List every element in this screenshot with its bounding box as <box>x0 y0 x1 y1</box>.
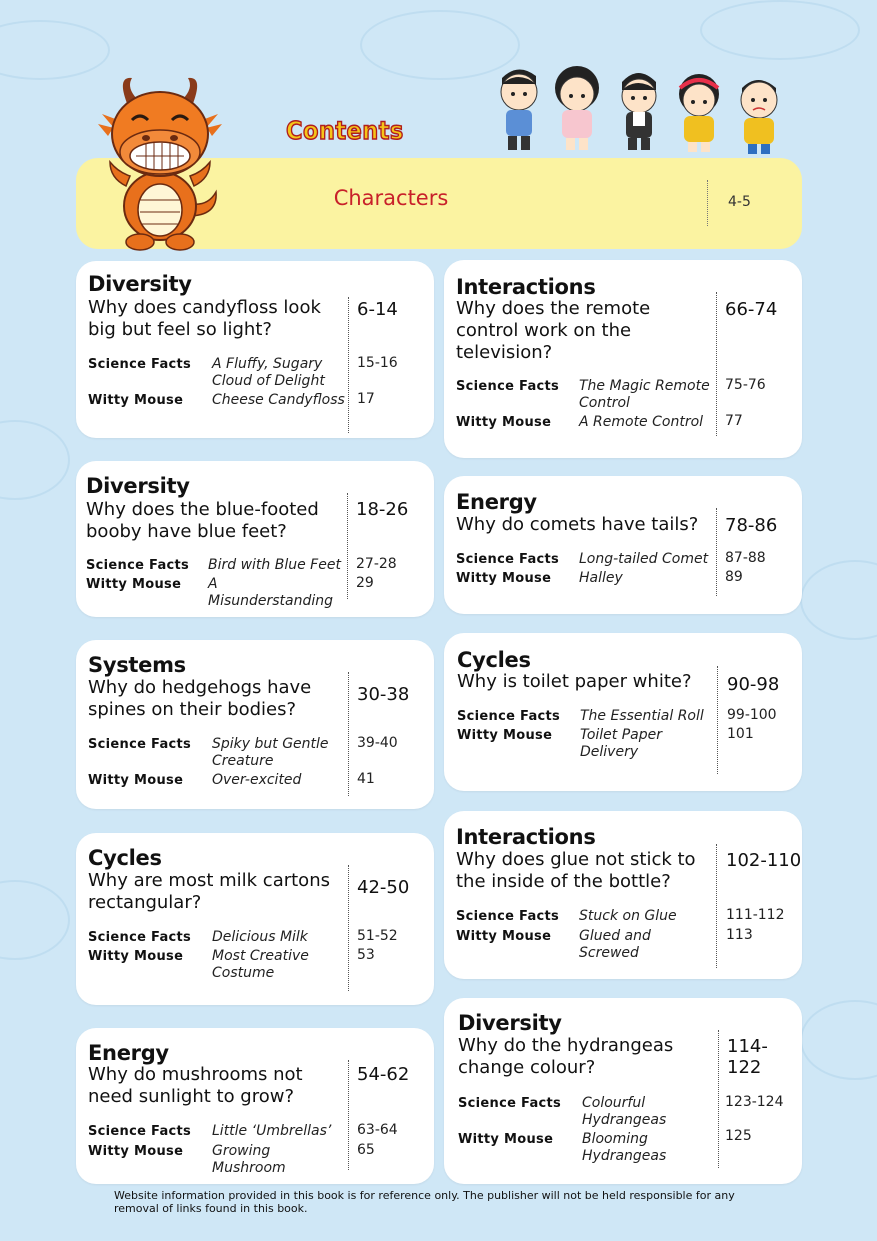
witty-mouse-title: A Misunderstanding <box>208 576 334 609</box>
page-title: Contents <box>286 116 404 145</box>
science-facts-title: A Fluffy, Sugary Cloud of Delight <box>212 356 325 389</box>
children-characters-illustration <box>488 62 792 156</box>
cloud-decoration <box>800 1000 877 1080</box>
entry-question: Why do hedgehogs have spines on their bodies? <box>88 677 312 720</box>
entry-divider <box>348 297 349 433</box>
witty-mouse-pages: 29 <box>356 575 374 591</box>
science-facts-pages: 39-40 <box>357 735 398 751</box>
science-facts-label: Science Facts <box>88 930 192 945</box>
witty-mouse-pages: 101 <box>727 726 754 742</box>
science-facts-label: Science Facts <box>456 379 560 394</box>
science-facts-pages: 75-76 <box>725 377 766 393</box>
science-facts-title: The Magic Remote Control <box>579 378 710 411</box>
witty-mouse-pages: 41 <box>357 771 375 787</box>
entry-question: Why do comets have tails? <box>456 514 699 535</box>
entry-pages: 102-110 <box>726 850 802 871</box>
science-facts-pages: 51-52 <box>357 928 398 944</box>
entry-divider <box>718 1030 719 1168</box>
witty-mouse-label: Witty Mouse <box>458 1132 554 1147</box>
contents-entry-card[interactable] <box>76 833 434 1005</box>
witty-mouse-label: Witty Mouse <box>88 949 184 964</box>
witty-mouse-label: Witty Mouse <box>456 929 552 944</box>
entry-pages: 78-86 <box>725 515 778 536</box>
entry-question: Why does candyfloss look big but feel so light? <box>88 297 321 340</box>
entry-divider <box>348 1060 349 1170</box>
contents-entry-card[interactable] <box>444 633 802 791</box>
entry-divider <box>716 844 717 968</box>
science-facts-label: Science Facts <box>88 1124 192 1139</box>
science-facts-label: Science Facts <box>456 552 560 567</box>
entry-question: Why does the remote control work on the television? <box>456 298 651 363</box>
entry-question: Why is toilet paper white? <box>457 671 692 692</box>
witty-mouse-label: Witty Mouse <box>88 1144 184 1159</box>
cloud-decoration <box>0 420 70 500</box>
cloud-decoration <box>0 20 110 80</box>
entry-category: Cycles <box>88 846 162 870</box>
witty-mouse-label: Witty Mouse <box>88 773 184 788</box>
witty-mouse-label: Witty Mouse <box>457 728 553 743</box>
witty-mouse-pages: 113 <box>726 927 753 943</box>
witty-mouse-pages: 17 <box>357 391 375 407</box>
witty-mouse-pages: 89 <box>725 569 743 585</box>
science-facts-title: Delicious Milk <box>212 929 308 945</box>
science-facts-title: The Essential Roll <box>580 708 704 724</box>
witty-mouse-pages: 53 <box>357 947 375 963</box>
witty-mouse-label: Witty Mouse <box>456 415 552 430</box>
science-facts-label: Science Facts <box>458 1096 562 1111</box>
banner-divider <box>707 180 708 226</box>
science-facts-pages: 99-100 <box>727 707 777 723</box>
entry-divider <box>717 666 718 774</box>
entry-divider <box>348 865 349 991</box>
entry-question: Why do the hydrangeas change colour? <box>458 1035 674 1078</box>
entry-pages: 114-122 <box>727 1036 768 1078</box>
science-facts-pages: 15-16 <box>357 355 398 371</box>
contents-entry-card[interactable] <box>76 461 434 617</box>
science-facts-pages: 123-124 <box>725 1094 784 1110</box>
witty-mouse-title: Blooming Hydrangeas <box>582 1131 667 1164</box>
science-facts-title: Long-tailed Comet <box>579 551 709 567</box>
witty-mouse-pages: 77 <box>725 413 743 429</box>
witty-mouse-label: Witty Mouse <box>86 577 182 592</box>
entry-category: Interactions <box>456 825 596 849</box>
witty-mouse-title: Growing Mushroom <box>212 1143 286 1176</box>
witty-mouse-title: Glued and Screwed <box>579 928 651 961</box>
contents-entry-card[interactable] <box>444 811 802 979</box>
science-facts-label: Science Facts <box>457 709 561 724</box>
entry-question: Why are most milk cartons rectangular? <box>88 870 330 913</box>
science-facts-pages: 87-88 <box>725 550 766 566</box>
entry-pages: 90-98 <box>727 674 780 695</box>
science-facts-title: Bird with Blue Feet <box>208 557 341 573</box>
entry-pages: 18-26 <box>356 499 409 520</box>
entry-pages: 66-74 <box>725 299 778 320</box>
science-facts-label: Science Facts <box>456 909 560 924</box>
contents-entry-card[interactable] <box>444 998 802 1184</box>
witty-mouse-title: Halley <box>579 570 623 586</box>
entry-divider <box>348 672 349 796</box>
witty-mouse-title: Toilet Paper Delivery <box>580 727 662 760</box>
witty-mouse-title: Cheese Candyfloss <box>212 392 345 408</box>
entry-category: Energy <box>456 490 537 514</box>
science-facts-title: Stuck on Glue <box>579 908 677 924</box>
science-facts-pages: 63-64 <box>357 1122 398 1138</box>
witty-mouse-pages: 65 <box>357 1142 375 1158</box>
contents-entry-card[interactable] <box>76 1028 434 1184</box>
science-facts-label: Science Facts <box>88 737 192 752</box>
entry-category: Energy <box>88 1041 169 1065</box>
entry-pages: 42-50 <box>357 877 410 898</box>
science-facts-title: Colourful Hydrangeas <box>582 1095 667 1128</box>
science-facts-title: Spiky but Gentle Creature <box>212 736 329 769</box>
science-facts-label: Science Facts <box>88 357 192 372</box>
dragon-mascot-illustration <box>96 66 224 252</box>
contents-entry-card[interactable] <box>444 476 802 614</box>
witty-mouse-label: Witty Mouse <box>88 393 184 408</box>
science-facts-label: Science Facts <box>86 558 190 573</box>
entry-category: Interactions <box>456 275 596 299</box>
entry-pages: 30-38 <box>357 684 410 705</box>
cloud-decoration <box>700 0 860 60</box>
cloud-decoration <box>800 560 877 640</box>
contents-entry-card[interactable] <box>76 261 434 438</box>
entry-pages: 6-14 <box>357 299 398 320</box>
entry-divider <box>716 292 717 436</box>
entry-question: Why does the blue-footed booby have blue feet? <box>86 499 319 542</box>
science-facts-title: Little ‘Umbrellas’ <box>212 1123 332 1139</box>
entry-question: Why does glue not stick to the inside of the bottle? <box>456 849 696 892</box>
entry-divider <box>716 508 717 596</box>
entry-category: Diversity <box>458 1011 562 1035</box>
entry-question: Why do mushrooms not need sunlight to grow? <box>88 1064 303 1107</box>
characters-pages: 4-5 <box>728 194 751 210</box>
entry-category: Diversity <box>88 272 192 296</box>
disclaimer-footnote: Website information provided in this book is for reference only. The publisher will not be held responsible for any removal of links found in this book. <box>114 1189 735 1215</box>
contents-entry-card[interactable] <box>444 260 802 458</box>
witty-mouse-pages: 125 <box>725 1128 752 1144</box>
science-facts-pages: 27-28 <box>356 556 397 572</box>
witty-mouse-title: A Remote Control <box>579 414 704 430</box>
contents-entry-card[interactable] <box>76 640 434 809</box>
characters-label: Characters <box>333 186 449 210</box>
witty-mouse-title: Over-excited <box>212 772 302 788</box>
entry-category: Diversity <box>86 474 190 498</box>
science-facts-pages: 111-112 <box>726 907 785 923</box>
entry-divider <box>347 493 348 599</box>
cloud-decoration <box>0 880 70 960</box>
entry-pages: 54-62 <box>357 1064 410 1085</box>
entry-category: Systems <box>88 653 186 677</box>
witty-mouse-title: Most Creative Costume <box>212 948 309 981</box>
entry-category: Cycles <box>457 648 531 672</box>
witty-mouse-label: Witty Mouse <box>456 571 552 586</box>
